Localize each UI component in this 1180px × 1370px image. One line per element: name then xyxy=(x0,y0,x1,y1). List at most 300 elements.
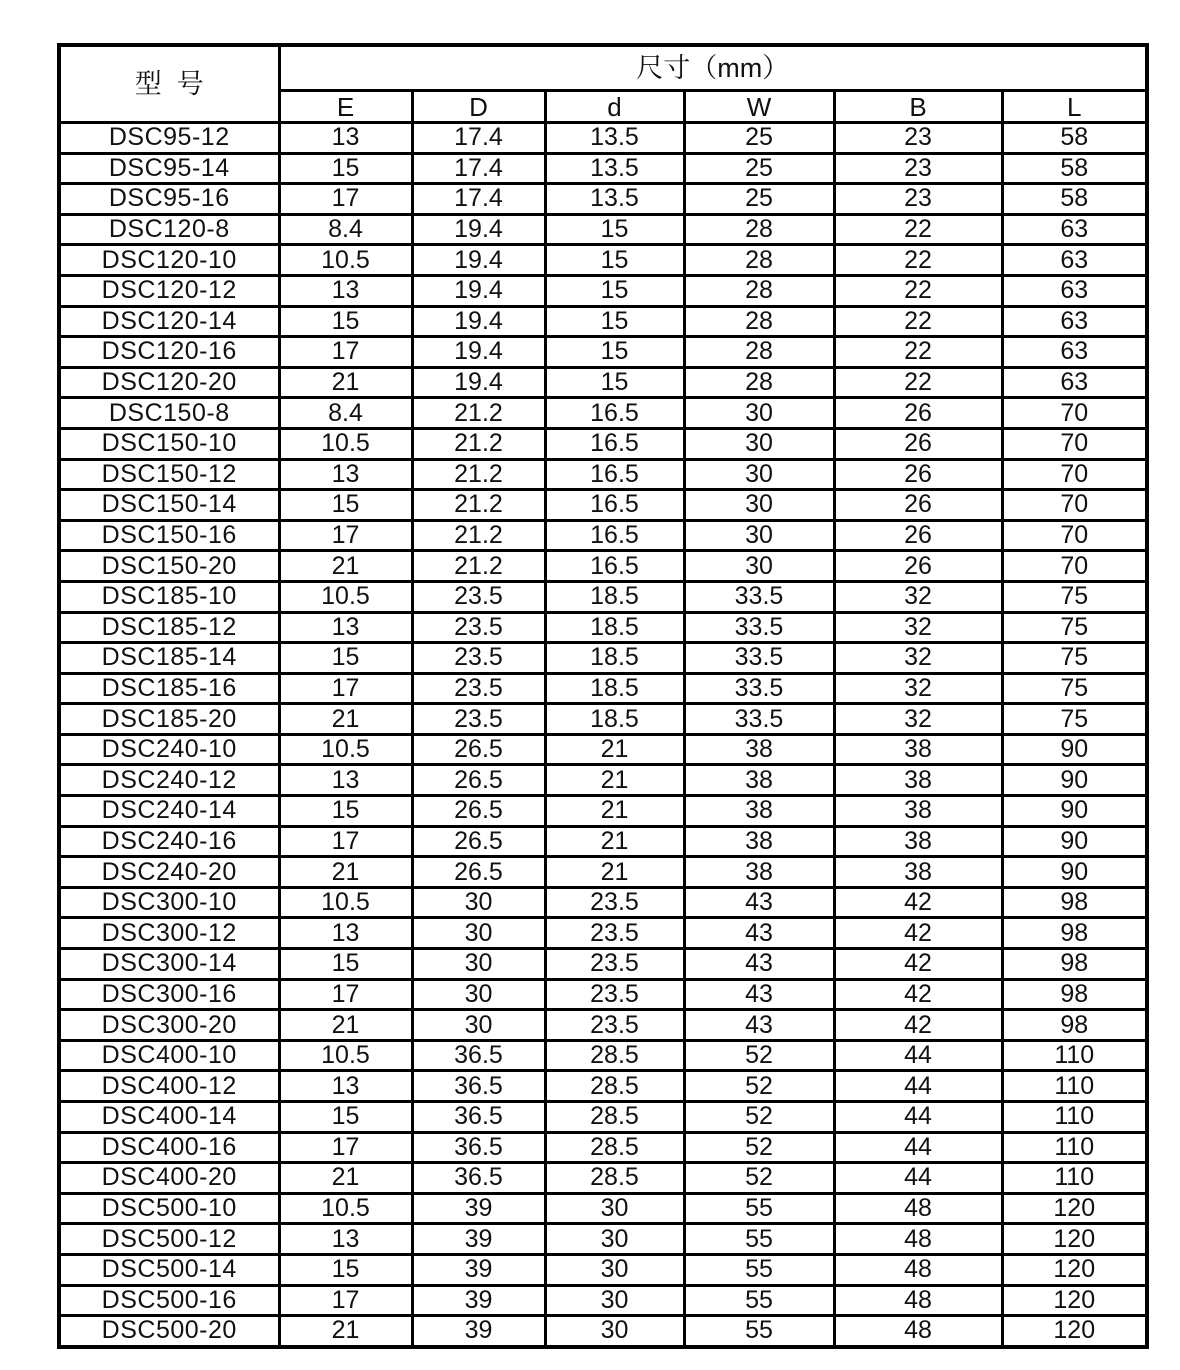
value-cell: 22 xyxy=(834,367,1002,398)
value-cell: 52 xyxy=(684,1163,834,1194)
value-cell: 90 xyxy=(1002,826,1147,857)
value-cell: 28 xyxy=(684,367,834,398)
model-cell: DSC150-10 xyxy=(59,428,279,459)
value-cell: 70 xyxy=(1002,398,1147,429)
value-cell: 16.5 xyxy=(545,428,684,459)
table-row xyxy=(59,245,1147,276)
value-cell: 44 xyxy=(834,1102,1002,1133)
table-row xyxy=(59,704,1147,735)
value-cell: 15 xyxy=(279,1254,412,1285)
model-cell: DSC120-14 xyxy=(59,306,279,337)
value-cell: 48 xyxy=(834,1254,1002,1285)
table-header xyxy=(59,45,1147,123)
value-cell: 28.5 xyxy=(545,1040,684,1071)
model-cell: DSC150-14 xyxy=(59,490,279,521)
value-cell: 63 xyxy=(1002,306,1147,337)
model-cell: DSC300-16 xyxy=(59,979,279,1010)
model-cell: DSC185-20 xyxy=(59,704,279,735)
value-cell: 98 xyxy=(1002,949,1147,980)
value-cell: 28 xyxy=(684,214,834,245)
model-cell: DSC500-16 xyxy=(59,1285,279,1316)
value-cell: 23 xyxy=(834,153,1002,184)
value-cell: 17 xyxy=(279,184,412,215)
value-cell: 120 xyxy=(1002,1193,1147,1224)
value-cell: 38 xyxy=(834,796,1002,827)
column-header-L: L xyxy=(1002,91,1147,123)
value-cell: 52 xyxy=(684,1102,834,1133)
table-row xyxy=(59,1163,1147,1194)
value-cell: 26 xyxy=(834,551,1002,582)
value-cell: 21 xyxy=(279,551,412,582)
value-cell: 23.5 xyxy=(412,612,545,643)
table-row xyxy=(59,1193,1147,1224)
model-cell: DSC240-20 xyxy=(59,857,279,888)
model-cell: DSC120-12 xyxy=(59,275,279,306)
table-row xyxy=(59,214,1147,245)
value-cell: 33.5 xyxy=(684,673,834,704)
value-cell: 16.5 xyxy=(545,520,684,551)
value-cell: 16.5 xyxy=(545,398,684,429)
table-row xyxy=(59,184,1147,215)
model-cell: DSC95-12 xyxy=(59,123,279,154)
value-cell: 28.5 xyxy=(545,1163,684,1194)
value-cell: 16.5 xyxy=(545,459,684,490)
table-row xyxy=(59,1254,1147,1285)
value-cell: 26.5 xyxy=(412,826,545,857)
value-cell: 55 xyxy=(684,1254,834,1285)
value-cell: 8.4 xyxy=(279,398,412,429)
value-cell: 70 xyxy=(1002,490,1147,521)
value-cell: 110 xyxy=(1002,1102,1147,1133)
value-cell: 26.5 xyxy=(412,796,545,827)
model-cell: DSC150-20 xyxy=(59,551,279,582)
value-cell: 15 xyxy=(545,306,684,337)
value-cell: 110 xyxy=(1002,1040,1147,1071)
value-cell: 33.5 xyxy=(684,704,834,735)
table-row xyxy=(59,520,1147,551)
value-cell: 23.5 xyxy=(545,887,684,918)
value-cell: 18.5 xyxy=(545,612,684,643)
value-cell: 21 xyxy=(279,857,412,888)
value-cell: 90 xyxy=(1002,796,1147,827)
value-cell: 30 xyxy=(545,1316,684,1347)
value-cell: 19.4 xyxy=(412,306,545,337)
value-cell: 42 xyxy=(834,979,1002,1010)
value-cell: 36.5 xyxy=(412,1040,545,1071)
value-cell: 75 xyxy=(1002,581,1147,612)
value-cell: 38 xyxy=(834,765,1002,796)
value-cell: 42 xyxy=(834,949,1002,980)
value-cell: 15 xyxy=(279,949,412,980)
value-cell: 22 xyxy=(834,245,1002,276)
value-cell: 10.5 xyxy=(279,581,412,612)
value-cell: 17 xyxy=(279,520,412,551)
value-cell: 63 xyxy=(1002,367,1147,398)
model-cell: DSC185-14 xyxy=(59,643,279,674)
model-cell: DSC185-10 xyxy=(59,581,279,612)
value-cell: 58 xyxy=(1002,153,1147,184)
value-cell: 21 xyxy=(545,826,684,857)
model-column-header: 型 号 xyxy=(59,45,279,123)
value-cell: 21 xyxy=(279,1316,412,1347)
value-cell: 21 xyxy=(279,1010,412,1041)
value-cell: 18.5 xyxy=(545,581,684,612)
value-cell: 43 xyxy=(684,918,834,949)
value-cell: 21 xyxy=(545,765,684,796)
value-cell: 15 xyxy=(545,367,684,398)
column-header-W: W xyxy=(684,91,834,123)
value-cell: 26 xyxy=(834,398,1002,429)
table-row xyxy=(59,275,1147,306)
value-cell: 32 xyxy=(834,673,1002,704)
value-cell: 10.5 xyxy=(279,887,412,918)
table-row xyxy=(59,551,1147,582)
value-cell: 23.5 xyxy=(412,581,545,612)
value-cell: 30 xyxy=(545,1193,684,1224)
value-cell: 30 xyxy=(412,979,545,1010)
value-cell: 13.5 xyxy=(545,153,684,184)
value-cell: 75 xyxy=(1002,612,1147,643)
value-cell: 120 xyxy=(1002,1285,1147,1316)
value-cell: 13 xyxy=(279,765,412,796)
table-row xyxy=(59,887,1147,918)
model-cell: DSC400-12 xyxy=(59,1071,279,1102)
value-cell: 55 xyxy=(684,1316,834,1347)
value-cell: 17.4 xyxy=(412,184,545,215)
table-row xyxy=(59,1285,1147,1316)
value-cell: 26 xyxy=(834,459,1002,490)
value-cell: 63 xyxy=(1002,214,1147,245)
value-cell: 23.5 xyxy=(545,949,684,980)
column-header-B: B xyxy=(834,91,1002,123)
model-cell: DSC120-8 xyxy=(59,214,279,245)
value-cell: 38 xyxy=(684,796,834,827)
value-cell: 32 xyxy=(834,581,1002,612)
value-cell: 22 xyxy=(834,337,1002,368)
size-mm-header: 尺寸（mm） xyxy=(279,45,1147,91)
value-cell: 17 xyxy=(279,673,412,704)
value-cell: 26.5 xyxy=(412,765,545,796)
value-cell: 42 xyxy=(834,887,1002,918)
value-cell: 32 xyxy=(834,643,1002,674)
value-cell: 63 xyxy=(1002,337,1147,368)
column-header-D: D xyxy=(412,91,545,123)
table-row xyxy=(59,796,1147,827)
value-cell: 19.4 xyxy=(412,367,545,398)
value-cell: 10.5 xyxy=(279,1193,412,1224)
value-cell: 55 xyxy=(684,1193,834,1224)
value-cell: 15 xyxy=(545,337,684,368)
value-cell: 30 xyxy=(545,1254,684,1285)
value-cell: 25 xyxy=(684,153,834,184)
value-cell: 15 xyxy=(279,153,412,184)
model-cell: DSC185-16 xyxy=(59,673,279,704)
value-cell: 25 xyxy=(684,123,834,154)
value-cell: 36.5 xyxy=(412,1102,545,1133)
value-cell: 38 xyxy=(684,826,834,857)
value-cell: 18.5 xyxy=(545,643,684,674)
model-cell: DSC120-10 xyxy=(59,245,279,276)
value-cell: 48 xyxy=(834,1193,1002,1224)
model-cell: DSC150-8 xyxy=(59,398,279,429)
value-cell: 42 xyxy=(834,1010,1002,1041)
value-cell: 48 xyxy=(834,1224,1002,1255)
value-cell: 15 xyxy=(279,306,412,337)
value-cell: 30 xyxy=(545,1224,684,1255)
value-cell: 30 xyxy=(684,428,834,459)
value-cell: 98 xyxy=(1002,887,1147,918)
value-cell: 17.4 xyxy=(412,153,545,184)
value-cell: 70 xyxy=(1002,459,1147,490)
value-cell: 58 xyxy=(1002,123,1147,154)
value-cell: 43 xyxy=(684,887,834,918)
model-cell: DSC95-16 xyxy=(59,184,279,215)
value-cell: 15 xyxy=(545,245,684,276)
value-cell: 21 xyxy=(545,734,684,765)
model-cell: DSC240-14 xyxy=(59,796,279,827)
value-cell: 13 xyxy=(279,275,412,306)
model-cell: DSC120-20 xyxy=(59,367,279,398)
model-cell: DSC300-14 xyxy=(59,949,279,980)
model-cell: DSC500-14 xyxy=(59,1254,279,1285)
value-cell: 52 xyxy=(684,1132,834,1163)
value-cell: 32 xyxy=(834,704,1002,735)
value-cell: 30 xyxy=(412,949,545,980)
dimension-spec-table xyxy=(57,43,1149,1349)
value-cell: 13 xyxy=(279,1071,412,1102)
value-cell: 28 xyxy=(684,306,834,337)
value-cell: 15 xyxy=(545,275,684,306)
value-cell: 42 xyxy=(834,918,1002,949)
value-cell: 23 xyxy=(834,184,1002,215)
value-cell: 23 xyxy=(834,123,1002,154)
value-cell: 21.2 xyxy=(412,428,545,459)
value-cell: 44 xyxy=(834,1040,1002,1071)
value-cell: 10.5 xyxy=(279,734,412,765)
value-cell: 32 xyxy=(834,612,1002,643)
value-cell: 38 xyxy=(684,857,834,888)
value-cell: 21.2 xyxy=(412,551,545,582)
value-cell: 30 xyxy=(412,918,545,949)
model-cell: DSC240-16 xyxy=(59,826,279,857)
value-cell: 23.5 xyxy=(545,918,684,949)
value-cell: 52 xyxy=(684,1071,834,1102)
table-row xyxy=(59,1010,1147,1041)
value-cell: 21.2 xyxy=(412,398,545,429)
value-cell: 52 xyxy=(684,1040,834,1071)
value-cell: 21.2 xyxy=(412,459,545,490)
value-cell: 19.4 xyxy=(412,214,545,245)
value-cell: 110 xyxy=(1002,1071,1147,1102)
value-cell: 75 xyxy=(1002,643,1147,674)
value-cell: 28 xyxy=(684,275,834,306)
value-cell: 30 xyxy=(412,1010,545,1041)
table-row xyxy=(59,979,1147,1010)
value-cell: 120 xyxy=(1002,1316,1147,1347)
value-cell: 26 xyxy=(834,520,1002,551)
value-cell: 17 xyxy=(279,979,412,1010)
value-cell: 13.5 xyxy=(545,184,684,215)
value-cell: 98 xyxy=(1002,918,1147,949)
table-row xyxy=(59,1040,1147,1071)
table-row xyxy=(59,826,1147,857)
value-cell: 13 xyxy=(279,918,412,949)
value-cell: 39 xyxy=(412,1224,545,1255)
value-cell: 19.4 xyxy=(412,275,545,306)
value-cell: 21 xyxy=(279,1163,412,1194)
value-cell: 38 xyxy=(834,857,1002,888)
value-cell: 38 xyxy=(684,734,834,765)
value-cell: 70 xyxy=(1002,551,1147,582)
value-cell: 28.5 xyxy=(545,1102,684,1133)
table-row xyxy=(59,459,1147,490)
value-cell: 21.2 xyxy=(412,490,545,521)
table-row xyxy=(59,1316,1147,1347)
value-cell: 13 xyxy=(279,459,412,490)
value-cell: 26.5 xyxy=(412,734,545,765)
value-cell: 44 xyxy=(834,1071,1002,1102)
value-cell: 90 xyxy=(1002,734,1147,765)
value-cell: 26 xyxy=(834,490,1002,521)
value-cell: 44 xyxy=(834,1163,1002,1194)
table-row xyxy=(59,673,1147,704)
value-cell: 30 xyxy=(684,520,834,551)
value-cell: 16.5 xyxy=(545,551,684,582)
value-cell: 55 xyxy=(684,1285,834,1316)
model-cell: DSC240-10 xyxy=(59,734,279,765)
table-row xyxy=(59,123,1147,154)
value-cell: 17 xyxy=(279,1132,412,1163)
value-cell: 21.2 xyxy=(412,520,545,551)
value-cell: 26.5 xyxy=(412,857,545,888)
value-cell: 120 xyxy=(1002,1254,1147,1285)
value-cell: 13 xyxy=(279,612,412,643)
value-cell: 58 xyxy=(1002,184,1147,215)
value-cell: 13.5 xyxy=(545,123,684,154)
table-row xyxy=(59,643,1147,674)
value-cell: 30 xyxy=(684,398,834,429)
table-row xyxy=(59,1224,1147,1255)
value-cell: 98 xyxy=(1002,1010,1147,1041)
value-cell: 48 xyxy=(834,1316,1002,1347)
model-cell: DSC300-10 xyxy=(59,887,279,918)
value-cell: 75 xyxy=(1002,673,1147,704)
table-row xyxy=(59,490,1147,521)
value-cell: 70 xyxy=(1002,520,1147,551)
value-cell: 10.5 xyxy=(279,428,412,459)
value-cell: 15 xyxy=(279,796,412,827)
table-row xyxy=(59,1071,1147,1102)
value-cell: 23.5 xyxy=(412,673,545,704)
header-row-top xyxy=(59,45,1147,91)
value-cell: 120 xyxy=(1002,1224,1147,1255)
value-cell: 36.5 xyxy=(412,1071,545,1102)
value-cell: 19.4 xyxy=(412,245,545,276)
value-cell: 33.5 xyxy=(684,581,834,612)
table-body xyxy=(59,123,1147,1347)
model-cell: DSC500-10 xyxy=(59,1193,279,1224)
table-row xyxy=(59,398,1147,429)
model-cell: DSC400-16 xyxy=(59,1132,279,1163)
value-cell: 15 xyxy=(279,490,412,521)
value-cell: 23.5 xyxy=(412,704,545,735)
value-cell: 39 xyxy=(412,1254,545,1285)
value-cell: 43 xyxy=(684,1010,834,1041)
value-cell: 25 xyxy=(684,184,834,215)
value-cell: 21 xyxy=(279,367,412,398)
model-cell: DSC500-12 xyxy=(59,1224,279,1255)
table-row xyxy=(59,612,1147,643)
value-cell: 39 xyxy=(412,1193,545,1224)
value-cell: 22 xyxy=(834,306,1002,337)
model-cell: DSC150-16 xyxy=(59,520,279,551)
model-cell: DSC300-12 xyxy=(59,918,279,949)
value-cell: 48 xyxy=(834,1285,1002,1316)
value-cell: 36.5 xyxy=(412,1163,545,1194)
value-cell: 28 xyxy=(684,245,834,276)
value-cell: 30 xyxy=(684,490,834,521)
table-row xyxy=(59,734,1147,765)
value-cell: 15 xyxy=(279,643,412,674)
value-cell: 13 xyxy=(279,1224,412,1255)
value-cell: 23.5 xyxy=(545,979,684,1010)
column-header-E: E xyxy=(279,91,412,123)
value-cell: 70 xyxy=(1002,428,1147,459)
value-cell: 17 xyxy=(279,1285,412,1316)
value-cell: 36.5 xyxy=(412,1132,545,1163)
value-cell: 38 xyxy=(834,826,1002,857)
value-cell: 21 xyxy=(545,796,684,827)
table-row xyxy=(59,765,1147,796)
model-cell: DSC240-12 xyxy=(59,765,279,796)
column-header-d: d xyxy=(545,91,684,123)
table-row xyxy=(59,949,1147,980)
model-cell: DSC400-10 xyxy=(59,1040,279,1071)
value-cell: 22 xyxy=(834,275,1002,306)
table-row xyxy=(59,918,1147,949)
value-cell: 13 xyxy=(279,123,412,154)
model-cell: DSC400-20 xyxy=(59,1163,279,1194)
value-cell: 110 xyxy=(1002,1163,1147,1194)
value-cell: 30 xyxy=(684,459,834,490)
value-cell: 18.5 xyxy=(545,673,684,704)
value-cell: 10.5 xyxy=(279,245,412,276)
value-cell: 30 xyxy=(545,1285,684,1316)
value-cell: 15 xyxy=(279,1102,412,1133)
model-cell: DSC500-20 xyxy=(59,1316,279,1347)
model-cell: DSC150-12 xyxy=(59,459,279,490)
value-cell: 17 xyxy=(279,337,412,368)
table-row xyxy=(59,337,1147,368)
value-cell: 39 xyxy=(412,1285,545,1316)
value-cell: 90 xyxy=(1002,765,1147,796)
value-cell: 43 xyxy=(684,949,834,980)
table-row xyxy=(59,428,1147,459)
value-cell: 19.4 xyxy=(412,337,545,368)
value-cell: 39 xyxy=(412,1316,545,1347)
model-cell: DSC95-14 xyxy=(59,153,279,184)
value-cell: 33.5 xyxy=(684,612,834,643)
value-cell: 15 xyxy=(545,214,684,245)
value-cell: 44 xyxy=(834,1132,1002,1163)
table-row xyxy=(59,1102,1147,1133)
value-cell: 8.4 xyxy=(279,214,412,245)
value-cell: 23.5 xyxy=(412,643,545,674)
value-cell: 30 xyxy=(412,887,545,918)
value-cell: 33.5 xyxy=(684,643,834,674)
model-cell: DSC300-20 xyxy=(59,1010,279,1041)
value-cell: 17 xyxy=(279,826,412,857)
